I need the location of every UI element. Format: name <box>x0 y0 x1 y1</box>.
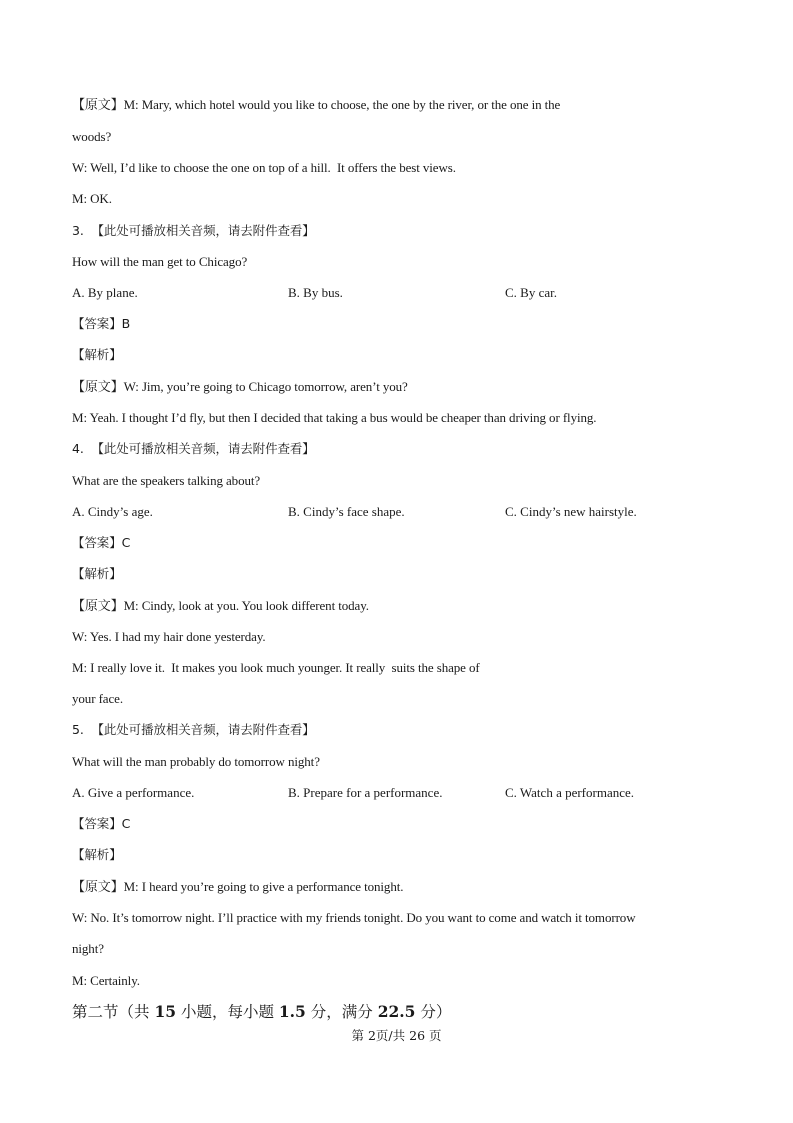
question-5-option-a: A. Give a performance. <box>72 785 195 800</box>
transcript-line: M: Yeah. I thought I’d fly, but then I decided that taking a bus would be cheaper than driving or flying. <box>72 410 597 425</box>
question-3-header: 3. 【此处可播放相关音频，请去附件查看】 <box>72 223 315 238</box>
question-5-analysis-label: 【解析】 <box>72 847 122 862</box>
transcript-line: night? <box>72 941 104 956</box>
question-4-analysis-label: 【解析】 <box>72 566 122 581</box>
question-3-option-a: A. By plane. <box>72 285 138 300</box>
transcript-line: your face. <box>72 691 123 706</box>
page-footer: 第 2页/共 26 页 <box>351 1028 442 1043</box>
question-5-answer: 【答案】C <box>72 816 131 831</box>
question-3-option-b: B. By bus. <box>288 285 343 300</box>
transcript-line: 【原文】M: I heard you’re going to give a performance tonight. <box>72 879 404 894</box>
transcript-line: 【原文】W: Jim, you’re going to Chicago tomorrow, aren’t you? <box>72 379 408 394</box>
transcript-line: 【原文】M: Mary, which hotel would you like to choose, the one by the river, or the one in the <box>72 97 561 112</box>
transcript-line: woods? <box>72 129 112 144</box>
question-4-option-c: C. Cindy’s new hairstyle. <box>505 504 637 519</box>
transcript-line: 【原文】M: Cindy, look at you. You look different today. <box>72 598 369 613</box>
question-4-header: 4. 【此处可播放相关音频，请去附件查看】 <box>72 441 315 456</box>
transcript-line: M: I really love it. It makes you look much younger. It really suits the shape of <box>72 660 480 675</box>
question-4-option-a: A. Cindy’s age. <box>72 504 153 519</box>
transcript-line: M: OK. <box>72 191 112 206</box>
section-heading: 第二节（共 15 小题，每小题 1.5 分，满分 22.5 分） <box>72 1002 452 1021</box>
question-5-option-b: B. Prepare for a performance. <box>288 785 443 800</box>
question-5-option-c: C. Watch a performance. <box>505 785 635 800</box>
question-4-option-b: B. Cindy’s face shape. <box>288 504 405 519</box>
question-3-analysis-label: 【解析】 <box>72 347 122 362</box>
question-4-answer: 【答案】C <box>72 535 131 550</box>
question-5-header: 5. 【此处可播放相关音频，请去附件查看】 <box>72 722 315 737</box>
question-3-answer: 【答案】B <box>72 316 131 331</box>
question-3-text: How will the man get to Chicago? <box>72 254 248 269</box>
transcript-line: M: Certainly. <box>72 973 140 988</box>
question-4-text: What are the speakers talking about? <box>72 473 261 488</box>
question-3-option-c: C. By car. <box>505 285 557 300</box>
transcript-line: W: No. It’s tomorrow night. I’ll practice with my friends tonight. Do you want to come and watch it tomorrow <box>72 910 636 925</box>
transcript-line: W: Well, I’d like to choose the one on top of a hill. It offers the best views. <box>72 160 456 175</box>
transcript-line: W: Yes. I had my hair done yesterday. <box>72 629 266 644</box>
question-5-text: What will the man probably do tomorrow night? <box>72 754 320 769</box>
